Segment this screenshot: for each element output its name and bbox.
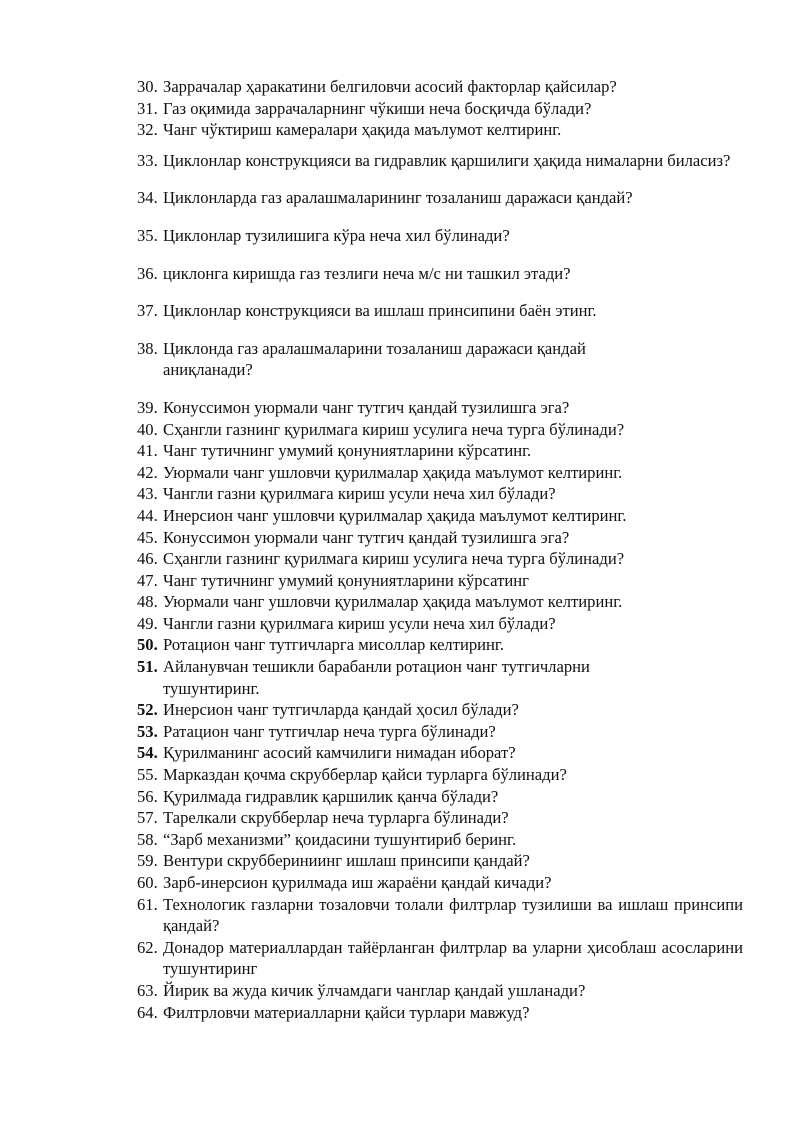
question-number: 31.	[137, 98, 158, 118]
question-item	[137, 76, 743, 98]
question-item	[137, 742, 743, 764]
question-item	[137, 119, 743, 141]
question-item	[137, 263, 743, 285]
question-item	[137, 721, 743, 743]
question-item	[137, 850, 743, 872]
question-item	[137, 187, 743, 209]
question-text: Марказдан қочма скрубберлар қайси турларга бўлинади?	[163, 765, 567, 785]
question-number: 42.	[137, 462, 158, 482]
question-item	[137, 807, 743, 829]
question-item	[137, 462, 743, 484]
question-number: 32.	[137, 120, 158, 140]
question-text: Чангли газни қурилмага кириш усули неча хил бўлади?	[163, 484, 556, 504]
question-number: 50.	[137, 635, 158, 655]
question-text: Филтрловчи материалларни қайси турлари мавжуд?	[163, 1002, 530, 1022]
question-item	[137, 656, 637, 699]
question-number: 46.	[137, 549, 158, 569]
question-text: Инерсион чанг тутгичларда қандай ҳосил бўлади?	[163, 700, 519, 720]
question-number: 54.	[137, 743, 158, 763]
question-text: Зарб-инерсион қурилмада иш жараёни қандай кичади?	[163, 873, 552, 892]
question-text: “Зарб механизми” қоидасини тушунтириб беринг.	[163, 829, 517, 849]
question-text: Уюрмали чанг ушловчи қурилмалар ҳақида маълумот келтиринг.	[163, 592, 623, 612]
question-item	[137, 699, 743, 721]
question-text: Инерсион чанг ушловчи қурилмалар ҳақида маълумот келтиринг.	[163, 505, 627, 525]
question-text: Сҳангли газнинг қурилмага кириш усулига неча турга бўлинади?	[163, 419, 625, 439]
question-number: 41.	[137, 441, 158, 461]
question-item	[137, 505, 743, 527]
question-number: 55.	[137, 765, 158, 785]
question-number: 53.	[137, 721, 158, 741]
question-number: 49.	[137, 613, 158, 633]
question-text: Циклонлар конструкцияси ва ишлаш принсипини баён этинг.	[163, 301, 597, 321]
question-number: 34.	[137, 188, 158, 208]
question-number: 38.	[137, 338, 158, 358]
question-item	[137, 397, 743, 419]
question-item	[137, 829, 743, 851]
question-item	[137, 483, 743, 505]
question-list	[0, 76, 800, 1023]
question-number: 35.	[137, 225, 158, 245]
question-item	[137, 225, 743, 247]
question-number: 60.	[137, 873, 158, 892]
question-number: 43.	[137, 484, 158, 504]
question-item	[137, 570, 743, 592]
question-item	[137, 527, 743, 549]
question-number: 44.	[137, 505, 158, 525]
question-text: Чанг тутичнинг умумий қонуниятларини кўрсатинг	[163, 570, 529, 590]
question-number: 45.	[137, 527, 158, 547]
question-item	[137, 613, 743, 635]
question-item	[137, 300, 743, 322]
question-number: 37.	[137, 301, 158, 321]
question-text: Конуссимон уюрмали чанг тутгич қандай тузилишга эга?	[163, 397, 570, 417]
question-text: Циклонда газ аралашмаларини тозаланиш даражаси қандай аниқланади?	[163, 338, 586, 380]
question-number: 59.	[137, 851, 158, 871]
question-number: 30.	[137, 77, 158, 96]
question-item	[137, 980, 743, 1002]
question-text: Донадор материаллардан тайёрланган филтрлар ва уларни ҳисоблаш асосларини тушунтиринг	[163, 937, 743, 979]
question-item	[137, 591, 743, 613]
question-number: 58.	[137, 829, 158, 849]
question-item	[137, 786, 743, 808]
question-text: Технологик газларни тозаловчи толали филтрлар тузилиши ва ишлаш принсипи қандай?	[163, 894, 743, 936]
question-item	[137, 872, 743, 894]
question-item	[137, 440, 743, 462]
question-number: 39.	[137, 397, 158, 417]
question-text: Конуссимон уюрмали чанг тутгич қандай тузилишга эга?	[163, 527, 570, 547]
question-text: Ротацион чанг тутгичларга мисоллар келтиринг.	[163, 635, 504, 655]
question-text: Чангли газни қурилмага кириш усули неча хил бўлади?	[163, 613, 556, 633]
question-number: 40.	[137, 419, 158, 439]
question-number: 47.	[137, 570, 158, 590]
question-item	[137, 1002, 743, 1024]
question-text: Заррачалар ҳаракатини белгиловчи асосий факторлар қайсилар?	[163, 77, 617, 96]
question-number: 64.	[137, 1002, 158, 1022]
question-text: Циклонларда газ аралашмаларининг тозаланиш даражаси қандай?	[163, 188, 633, 208]
question-text: Чанг чўктириш камералари ҳақида маълумот келтиринг.	[163, 120, 562, 140]
question-text: Тарелкали скрубберлар неча турларга бўлинади?	[163, 808, 509, 828]
question-item	[137, 548, 743, 570]
question-number: 33.	[137, 150, 158, 170]
question-number: 61.	[137, 894, 158, 914]
question-item	[137, 634, 743, 656]
question-text: Чанг тутичнинг умумий қонуниятларини кўрсатинг.	[163, 441, 532, 461]
question-item	[137, 338, 657, 381]
question-number: 52.	[137, 700, 158, 720]
question-item	[137, 894, 743, 937]
question-number: 57.	[137, 808, 158, 828]
question-number: 63.	[137, 980, 158, 1000]
question-text: Циклонлар конструкцияси ва гидравлик қаршилиги ҳақида нималарни биласиз?	[163, 150, 731, 170]
question-item	[137, 937, 743, 980]
question-text: Қурилмада гидравлик қаршилик қанча бўлади?	[163, 786, 499, 806]
question-number: 62.	[137, 937, 158, 957]
question-number: 51.	[137, 657, 158, 677]
question-number: 48.	[137, 592, 158, 612]
question-item	[137, 150, 743, 172]
question-item	[137, 98, 743, 120]
question-text: Йирик ва жуда кичик ўлчамдаги чанглар қандай ушланади?	[163, 980, 586, 1000]
question-text: циклонга киришда газ тезлиги неча м/с ни ташкил этади?	[163, 263, 571, 283]
question-number: 56.	[137, 786, 158, 806]
question-text: Сҳангли газнинг қурилмага кириш усулига неча турга бўлинади?	[163, 549, 625, 569]
question-text: Қурилманинг асосий камчилиги нимадан иборат?	[163, 743, 516, 763]
question-number: 36.	[137, 263, 158, 283]
question-text: Вентури скруббериниинг ишлаш принсипи қандай?	[163, 851, 530, 871]
question-text: Газ оқимида заррачаларнинг чўкиши неча босқичда бўлади?	[163, 98, 592, 118]
question-text: Ратацион чанг тутгичлар неча турга бўлинади?	[163, 721, 496, 741]
question-item	[137, 419, 743, 441]
question-text: Циклонлар тузилишига кўра неча хил бўлинади?	[163, 225, 510, 245]
question-text: Айланувчан тешикли барабанли ротацион чанг тутгичларни тушунтиринг.	[163, 657, 590, 698]
question-item	[137, 764, 743, 786]
question-text: Уюрмали чанг ушловчи қурилмалар ҳақида маълумот келтиринг.	[163, 462, 623, 482]
